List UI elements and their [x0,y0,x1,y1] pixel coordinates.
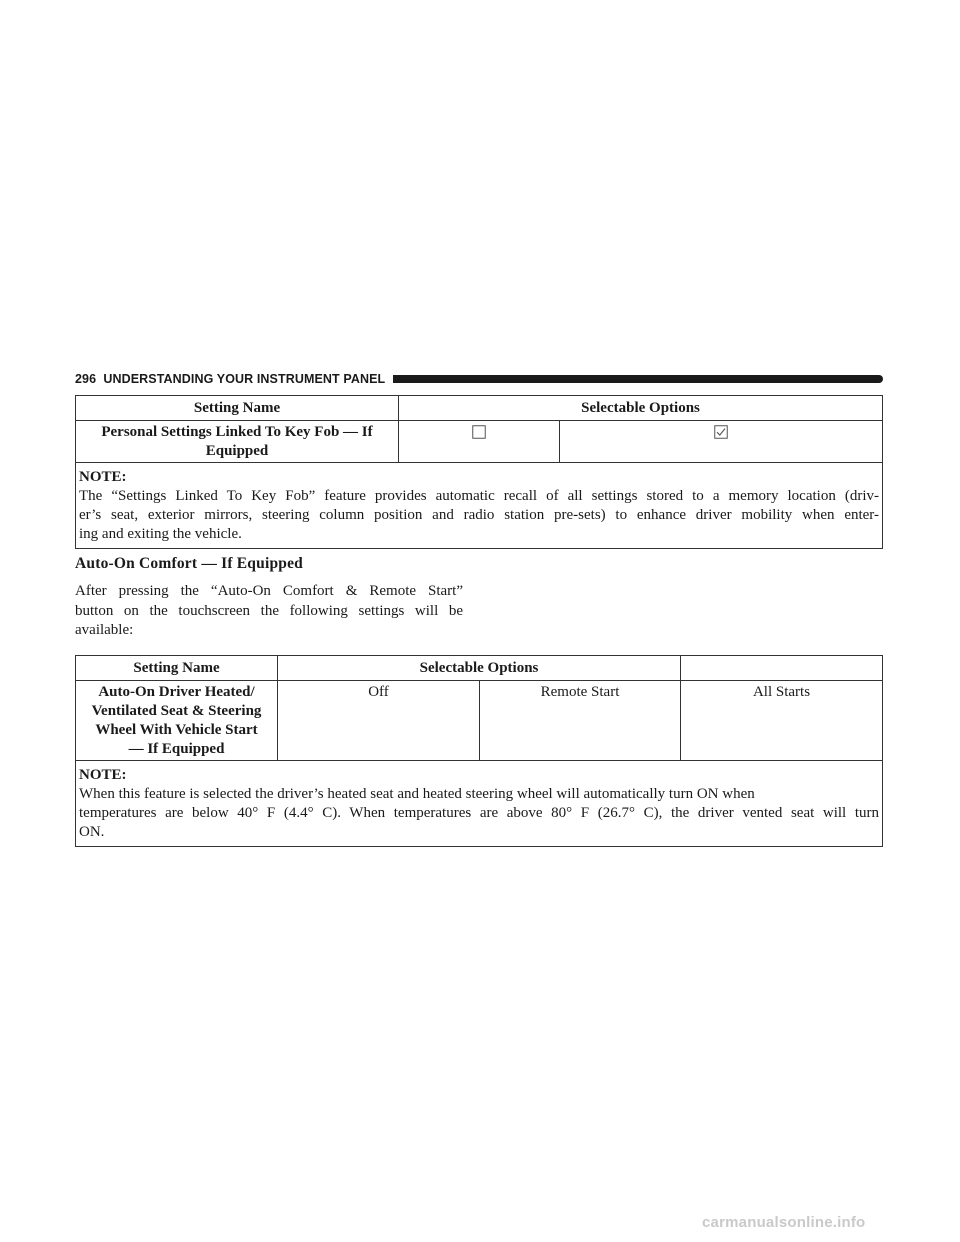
setting-name-line: Personal Settings Linked To Key Fob — If [101,424,373,440]
note-label: NOTE: [79,469,127,485]
note-cell [76,463,883,549]
setting-name-line: Auto-On Driver Heated/ [98,684,255,700]
section-title: UNDERSTANDING YOUR INSTRUMENT PANEL [103,372,386,386]
note-line: ing and exiting the vehicle. [79,526,242,542]
setting-name-cell [76,421,399,463]
note-row [76,761,883,847]
setting-name-line: — If Equipped [128,741,225,757]
table-header-row [76,656,883,681]
note-line: er’s seat, exterior mirrors, steering column position and radio station pre-sets) to enhance driver mobility when enter- [79,507,879,523]
page-number: 296 [75,372,97,386]
settings-table-auto-on-comfort [75,655,883,847]
option-all-starts: All Starts [681,681,883,761]
option-remote-start: Remote Start [480,681,681,761]
header-rule [393,375,883,383]
note-line: When this feature is selected the driver’s heated seat and heated steering wheel will automatically turn ON when [79,786,755,802]
note-line: temperatures are below 40° F (4.4° C). When temperatures are above 80° F (26.7° C), the driver vented seat will turn [79,805,879,821]
note-label: NOTE: [79,767,127,783]
section-paragraph [75,582,463,641]
option-cell [560,421,883,463]
col-header-empty [681,656,883,681]
section-heading: Auto-On Comfort — If Equipped [75,555,303,572]
paragraph-line: available: [75,622,134,638]
note-row [76,463,883,549]
table-row [76,421,883,463]
setting-name-line: Wheel With Vehicle Start [95,722,258,738]
note-line: The “Settings Linked To Key Fob” feature provides automatic recall of all settings stored to a memory location (driv- [79,488,879,504]
watermark: carmanualsonline.info [702,1214,866,1231]
setting-name-line: Equipped [205,443,269,459]
paragraph-line: After pressing the “Auto-On Comfort & Remote Start” [75,583,463,599]
page-header-text [75,372,385,386]
setting-name-line: Ventilated Seat & Steering [91,703,262,719]
option-cell [399,421,560,463]
table-row [76,681,883,761]
settings-table-key-fob [75,395,883,549]
col-header-setting-name: Setting Name [76,396,399,421]
col-header-setting-name: Setting Name [76,656,278,681]
checked-checkbox-icon [714,425,728,439]
col-header-selectable-options: Selectable Options [278,656,681,681]
col-header-selectable-options: Selectable Options [399,396,883,421]
table-header-row [76,396,883,421]
option-off: Off [278,681,480,761]
page-header [75,371,883,387]
setting-name-cell [76,681,278,761]
note-cell [76,761,883,847]
note-line: ON. [79,824,105,840]
paragraph-line: button on the touchscreen the following settings will be [75,602,463,619]
empty-checkbox-icon [472,425,486,439]
